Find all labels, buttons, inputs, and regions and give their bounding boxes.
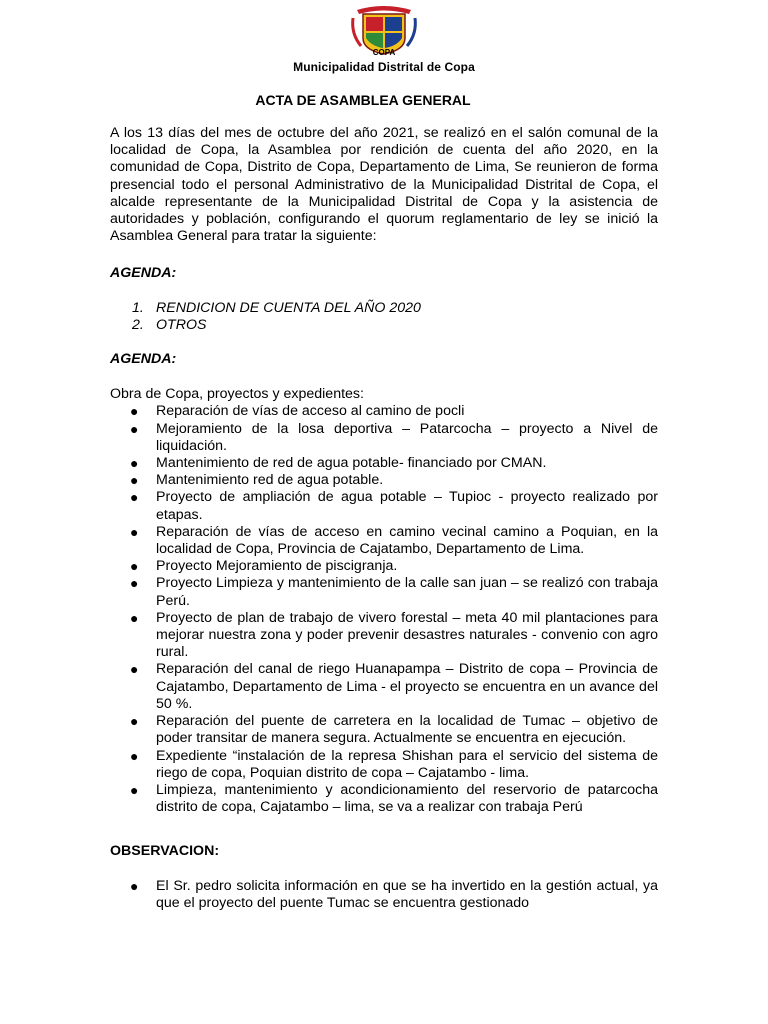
bullet-icon: ● <box>130 609 139 626</box>
agenda-item <box>110 300 658 317</box>
list-item-text: Proyecto de ampliación de agua potable – Tupioc - proyecto realizado por etapas. <box>156 489 658 523</box>
list-item <box>110 661 658 713</box>
document-title: ACTA DE ASAMBLEA GENERAL <box>255 92 471 108</box>
bullet-icon: ● <box>130 747 139 764</box>
agenda-item <box>110 317 658 334</box>
list-item <box>110 782 658 816</box>
agenda-item-number: 2. <box>132 316 144 333</box>
list-item <box>110 421 658 455</box>
bullet-icon: ● <box>130 713 139 730</box>
bullet-icon: ● <box>130 523 139 540</box>
list-item <box>110 472 658 489</box>
list-item <box>110 403 658 420</box>
list-item-text: Mejoramiento de la losa deportiva – Patarcocha – proyecto a Nivel de liquidación. <box>156 420 658 454</box>
list-item <box>110 748 658 782</box>
municipality-name: Municipalidad Distrital de Copa <box>293 60 475 74</box>
projects-list <box>110 403 658 816</box>
list-item-text: Limpieza, mantenimiento y acondicionamiento del reservorio de patarcocha distrito de copa, Cajatambo – lima, se va a realizar con trabaja Perú <box>156 781 658 816</box>
intro-paragraph: A los 13 días del mes de octubre del año 2021, se realizó en el salón comunal de la localidad de Copa, la Asamblea por rendición de cuenta del año 2020, en la comunidad de Copa, Distrito de Copa, Departamento de Lima, Se reunieron de forma presencial todo el personal Administrativo de la Municipalidad Distrital de Copa, el alcalde representante de la Municipalidad Distrital de Copa y la asistencia de autoridades y población, configurando el quorum reglamentario de ley se inició la Asamblea General para tratar la siguiente: <box>110 125 658 245</box>
list-item-text: Reparación del canal de riego Huanapampa – Distrito de copa – Provincia de Cajatambo, Departamento de Lima - el proyecto se encuentra en un avance del 50 %. <box>156 661 658 712</box>
bullet-icon: ● <box>130 472 139 489</box>
list-item <box>110 610 658 662</box>
bullet-icon: ● <box>130 403 139 420</box>
bullet-icon: ● <box>130 877 139 894</box>
list-item-text: Expediente “instalación de la represa Shishan para el servicio del sistema de riego de copa, Poquian distrito de copa – Cajatambo - lima. <box>156 747 658 781</box>
observacion-list <box>110 878 658 912</box>
list-item <box>110 524 658 558</box>
list-item-text: Mantenimiento red de agua potable. <box>156 472 384 489</box>
list-item <box>110 455 658 472</box>
list-item <box>110 575 658 609</box>
list-item <box>110 489 658 523</box>
list-item-text: Proyecto Mejoramiento de piscigranja. <box>156 558 398 575</box>
bullet-icon: ● <box>130 489 139 506</box>
list-item-text: Proyecto Limpieza y mantenimiento de la calle san juan – se realizó con trabaja Perú. <box>156 575 658 609</box>
bullet-icon: ● <box>130 781 139 798</box>
agenda-list <box>110 300 658 334</box>
agenda-heading-2: AGENDA: <box>110 351 177 368</box>
list-item-text: Reparación del puente de carretera en la localidad de Tumac – objetivo de poder transitar de manera segura. Actualmente se encuentra en ejecución. <box>156 713 658 747</box>
list-item <box>110 558 658 575</box>
observacion-heading: OBSERVACION: <box>110 843 220 860</box>
projects-intro: Obra de Copa, proyectos y expedientes: <box>110 386 364 403</box>
agenda-item-text: OTROS <box>156 316 207 333</box>
agenda-item-text: RENDICION DE CUENTA DEL AÑO 2020 <box>156 299 421 316</box>
agenda-heading-1: AGENDA: <box>110 265 177 282</box>
list-item-text: Reparación de vías de acceso al camino de pocli <box>156 403 465 420</box>
bullet-icon: ● <box>130 575 139 592</box>
bullet-icon: ● <box>130 420 139 437</box>
bullet-icon: ● <box>130 455 139 472</box>
list-item <box>110 713 658 747</box>
list-item-text: Proyecto de plan de trabajo de vivero forestal – meta 40 mil plantaciones para mejorar nuestra zona y poder prevenir desastres naturales - convenio con agro rural. <box>156 609 658 661</box>
list-item-text: El Sr. pedro solicita información en que se ha invertido en la gestión actual, ya que el proyecto del puente Tumac se encuentra gestionado <box>156 877 658 911</box>
agenda-item-number: 1. <box>132 299 144 316</box>
list-item <box>110 878 658 912</box>
bullet-icon: ● <box>130 558 139 575</box>
document-body <box>110 125 658 912</box>
bullet-icon: ● <box>130 661 139 678</box>
logo-label: COPA <box>372 48 396 57</box>
list-item-text: Mantenimiento de red de agua potable- financiado por CMAN. <box>156 455 547 472</box>
list-item-text: Reparación de vías de acceso en camino vecinal camino a Poquian, en la localidad de Copa, Provincia de Cajatambo, Departamento de Lima. <box>156 523 658 558</box>
